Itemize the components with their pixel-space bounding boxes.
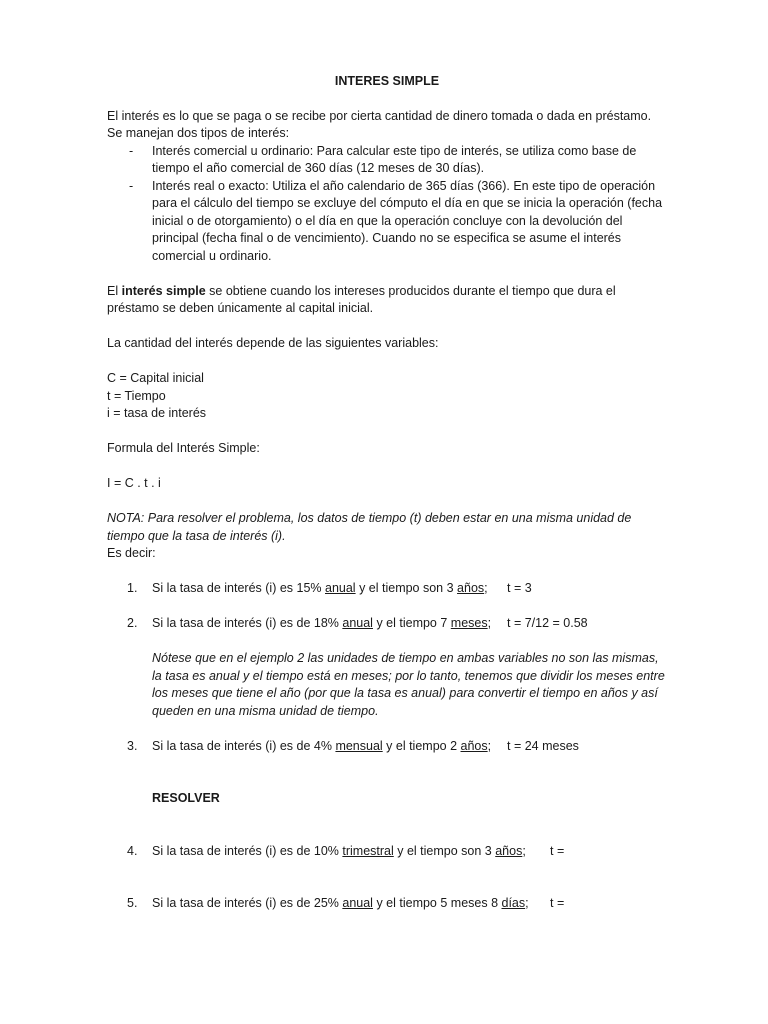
item-text: y el tiempo 2 [382,738,461,753]
intro-line-2: Se manejan dos tipos de interés: [107,126,290,140]
bullet-text: Interés comercial u ordinario: Para calcular este tipo de interés, se utiliza como base de tiempo el año comercial de 360 días (12 meses de 30 días). [152,143,637,175]
item-text: Si la tasa de interés (i) es de 10% [152,843,343,858]
es-decir: Es decir: [107,546,156,560]
item-time-unit: meses [450,616,488,630]
simple-interest-definition [107,283,622,318]
item-t-value: t = [550,843,565,858]
variables-intro: La cantidad del interés depende de las siguientes variables: [107,336,439,350]
item-text: ; [487,738,492,753]
exercise-4 [107,843,667,861]
item-time-unit: años [495,843,523,858]
definition-post: se obtiene cuando los intereses producidos durante el tiempo que dura el préstamo se deben únicamente al capital inicial. [107,283,616,315]
item-text: y el tiempo son 3 [355,581,458,595]
item-rate-unit: trimestral [342,843,394,858]
example-1 [107,580,667,598]
bullet-dash: - [129,178,134,193]
definition-pre: El [107,283,122,298]
bullet-dash: - [129,143,134,158]
example-3 [107,738,667,756]
formula: I = C . t . i [107,476,161,490]
bullet-text: Interés real o exacto: Utiliza el año calendario de 365 días (366). En este tipo de operación para el cálculo del tiempo se excluye del cómputo el día en que se inicia la operación (fecha inicial o de otorgamiento) o el día en que la operación concluye con la devolución del principal (fecha final o de vencimiento). Cuando no se especifica se asume el interés comercial u ordinario. [152,178,663,263]
item-number: 1. [127,581,138,595]
item-text: Si la tasa de interés (i) es de 4% [152,738,336,753]
exercise-5 [107,895,667,913]
item-text: ; [484,581,488,595]
item-rate-unit: anual [342,616,373,630]
item-number: 5. [127,896,138,910]
item-rate-unit: mensual [335,738,383,753]
item-t-value: t = 3 [507,581,532,595]
resolver-heading: RESOLVER [152,791,220,805]
intro-line-1: El interés es lo que se paga o se recibe por cierta cantidad de dinero tomada o dada en préstamo. [107,108,652,123]
document-page [107,73,667,913]
list-item [107,178,667,266]
variable-capital: C = Capital inicial [107,371,204,385]
formula-label: Formula del Interés Simple: [107,441,260,455]
item-text: y el tiempo son 3 [393,843,496,858]
item-text: y el tiempo 5 meses 8 [372,896,502,910]
nota: NOTA: Para resolver el problema, los datos de tiempo (t) deben estar en una misma unidad de tiempo que la tasa de interés (i). [107,511,632,543]
document-title: INTERES SIMPLE [334,74,440,88]
item-text: ; [487,616,492,630]
definition-term: interés simple [121,283,206,298]
list-item [107,143,667,178]
item-t-value: t = [550,896,565,910]
item-text: Si la tasa de interés (i) es de 18% [152,616,343,630]
item-time-unit: años [457,581,485,595]
item-rate-unit: anual [342,896,373,910]
interest-types-list [107,143,667,266]
item-text: Si la tasa de interés (i) es de 25% [152,896,343,910]
item-t-value: t = 24 meses [507,738,579,753]
item-text: ; [522,843,526,858]
item-time-unit: años [460,738,488,753]
example-2-note: Nótese que en el ejemplo 2 las unidades de tiempo en ambas variables no son las mismas, la tasa es anual y el tiempo está en meses; por lo tanto, tenemos que dividir los meses entre los meses que tiene el año (por que la tasa es anual) para convertir el tiempo en años y así queden en una misma unidad de tiempo. [152,651,665,718]
variable-time: t = Tiempo [107,388,166,403]
item-number: 3. [127,738,138,753]
item-text: y el tiempo 7 [372,616,451,630]
item-text: ; [525,896,529,910]
variable-rate: i = tasa de interés [107,406,207,420]
item-rate-unit: anual [325,581,356,595]
item-number: 2. [127,616,138,630]
item-text: Si la tasa de interés (i) es 15% [152,581,325,595]
item-number: 4. [127,843,138,858]
item-time-unit: días [501,896,526,910]
item-t-value: t = 7/12 = 0.58 [507,616,588,630]
example-2 [107,615,667,633]
